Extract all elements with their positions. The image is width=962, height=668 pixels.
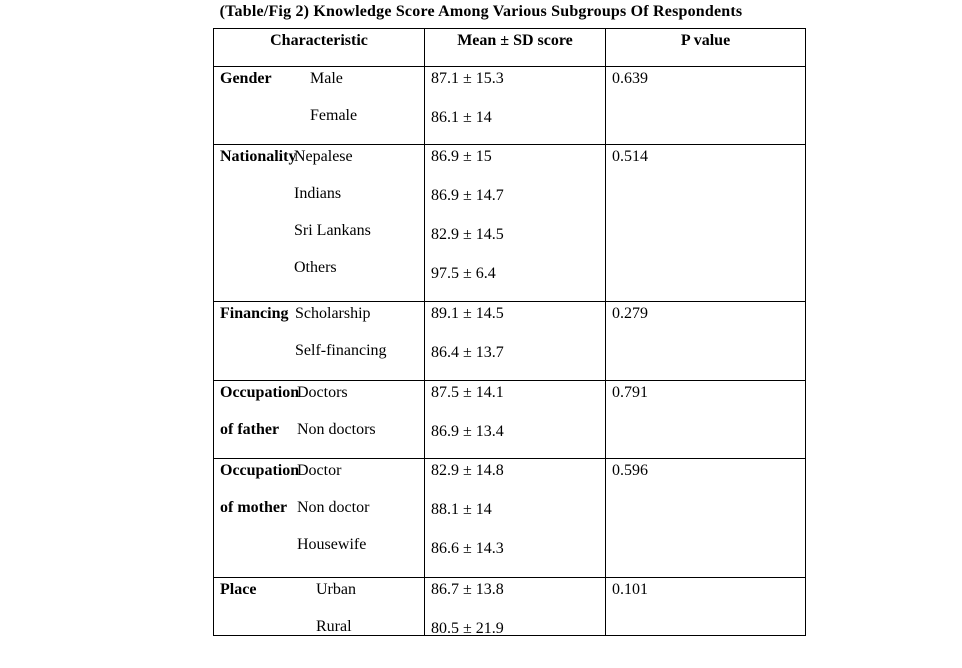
mean-sd-value: 82.9 ± 14.8 (431, 462, 504, 479)
row-gender (214, 67, 805, 145)
group-label-line: Occupation (220, 384, 300, 401)
mean-sd-value: 86.1 ± 14 (431, 109, 492, 126)
mean-sd-value: 87.1 ± 15.3 (431, 70, 504, 87)
group-label-line: of mother (220, 499, 288, 516)
row-nationality (214, 145, 805, 302)
subgroup-label: Others (294, 259, 337, 276)
group-label-line: of father (220, 421, 280, 438)
p-value-cell (606, 459, 805, 577)
characteristic-cell (214, 145, 425, 301)
header-characteristic: Characteristic (214, 29, 425, 66)
subgroup-label: Urban (316, 581, 356, 598)
figure-title: (Table/Fig 2) Knowledge Score Among Various Subgroups Of Respondents (219, 3, 743, 20)
mean-sd-value: 86.9 ± 13.4 (431, 423, 504, 440)
mean-sd-cell (425, 67, 606, 144)
group-label-line: Financing (220, 305, 289, 322)
p-value-cell (606, 381, 805, 458)
group-label (220, 70, 310, 144)
mean-sd-value: 86.9 ± 15 (431, 148, 492, 165)
subgroup-list (297, 384, 376, 458)
row-financing (214, 302, 805, 381)
group-label-line: Gender (220, 70, 272, 87)
characteristic-cell (214, 459, 425, 577)
header-p-value: P value (680, 32, 731, 49)
mean-sd-value: 86.6 ± 14.3 (431, 540, 504, 557)
p-value: 0.101 (612, 581, 648, 598)
mean-sd-value: 86.9 ± 14.7 (431, 187, 504, 204)
mean-sd-cell (425, 459, 606, 577)
mean-sd-value: 89.1 ± 14.5 (431, 305, 504, 322)
characteristic-cell (214, 381, 425, 458)
group-label-line: Nationality (220, 148, 297, 165)
p-value: 0.279 (612, 305, 648, 322)
mean-sd-value: 97.5 ± 6.4 (431, 265, 496, 282)
subgroup-label: Scholarship (295, 305, 371, 322)
subgroup-label: Female (310, 107, 358, 124)
mean-sd-value: 87.5 ± 14.1 (431, 384, 504, 401)
header-row (214, 29, 805, 67)
subgroup-label: Self-financing (295, 342, 387, 359)
p-value-cell (606, 578, 805, 635)
mean-sd-cell (425, 302, 606, 380)
p-value-cell (606, 67, 805, 144)
subgroup-label: Male (310, 70, 343, 87)
mean-sd-cell (425, 381, 606, 458)
mean-sd-cell (425, 578, 606, 635)
subgroup-label: Non doctor (297, 499, 370, 516)
header-mean-sd-score: Mean ± SD score (425, 29, 606, 66)
subgroup-list (310, 70, 357, 144)
group-label (220, 384, 300, 458)
subgroup-label: Housewife (297, 536, 367, 553)
characteristic-cell (214, 67, 425, 144)
subgroup-label: Doctor (297, 462, 342, 479)
row-place (214, 578, 805, 635)
group-label-line: Occupation (220, 462, 300, 479)
p-value: 0.639 (612, 70, 648, 87)
row-occupation-of-father (214, 381, 805, 459)
row-occupation-of-mother (214, 459, 805, 578)
subgroup-label: Indians (294, 185, 342, 202)
subgroup-list (294, 148, 371, 301)
mean-sd-value: 86.4 ± 13.7 (431, 344, 504, 361)
p-value: 0.791 (612, 384, 648, 401)
subgroup-list (297, 462, 369, 577)
group-label (220, 462, 300, 577)
subgroup-label: Nepalese (294, 148, 353, 165)
p-value: 0.514 (612, 148, 648, 165)
p-value-cell (606, 302, 805, 380)
group-label (220, 305, 295, 380)
p-value-cell (606, 145, 805, 301)
subgroup-label: Rural (316, 618, 352, 635)
subgroup-list (316, 581, 356, 635)
mean-sd-cell (425, 145, 606, 301)
mean-sd-value: 82.9 ± 14.5 (431, 226, 504, 243)
subgroup-label: Sri Lankans (294, 222, 371, 239)
mean-sd-value: 88.1 ± 14 (431, 501, 492, 518)
group-label (220, 148, 297, 301)
characteristic-cell (214, 302, 425, 380)
subgroup-list (295, 305, 387, 380)
characteristic-cell (214, 578, 425, 635)
group-label-line: Place (220, 581, 257, 598)
p-value: 0.596 (612, 462, 648, 479)
knowledge-score-table (213, 28, 806, 636)
subgroup-label: Non doctors (297, 421, 376, 438)
mean-sd-value: 86.7 ± 13.8 (431, 581, 504, 598)
mean-sd-value: 80.5 ± 21.9 (431, 620, 504, 635)
subgroup-label: Doctors (297, 384, 348, 401)
group-label (220, 581, 316, 635)
